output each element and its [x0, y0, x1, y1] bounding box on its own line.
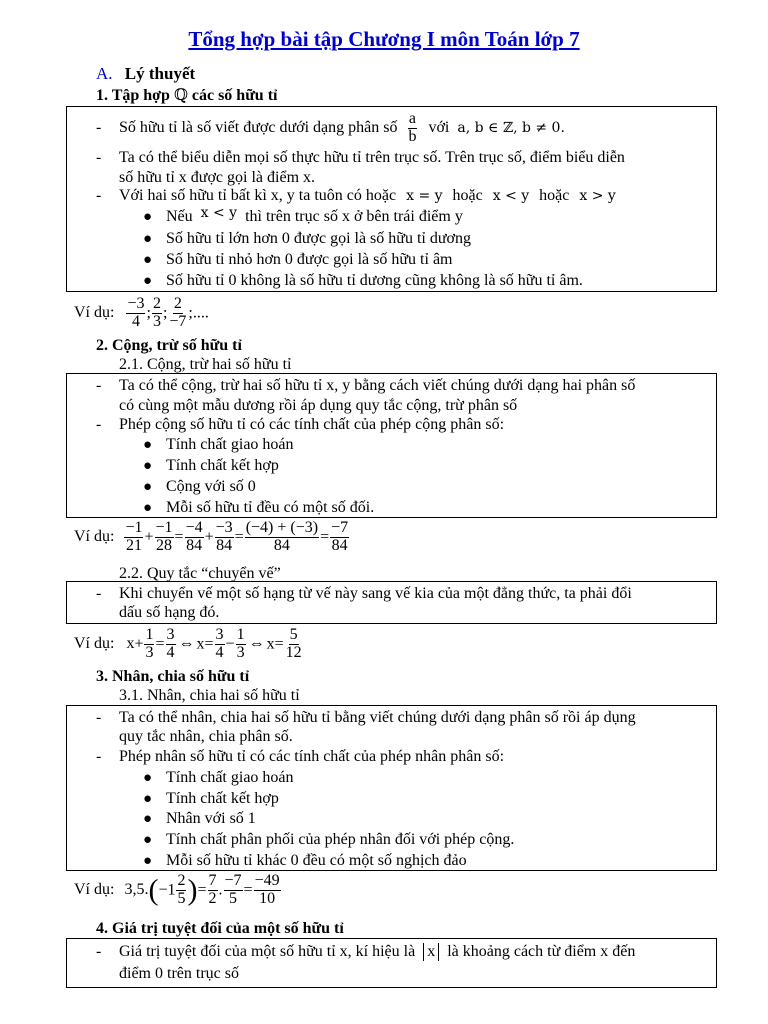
numerator: −4 — [185, 519, 203, 536]
fraction — [144, 627, 154, 662]
denominator: 4 — [215, 643, 224, 661]
bullet-dot: ● — [143, 832, 153, 848]
property-associative: Tính chất kết hợp — [166, 790, 279, 807]
denominator: 84 — [331, 536, 348, 554]
section-1-heading-post: các số hữu tỉ — [187, 87, 278, 104]
fraction — [254, 873, 281, 908]
bullet-dot: ● — [143, 252, 153, 268]
denominator: 12 — [285, 643, 302, 661]
example-label: Ví dụ: — [74, 881, 115, 899]
numerator: −1 — [155, 519, 173, 536]
transposition-rule-text-cont: dấu số hạng đó. — [119, 604, 220, 621]
numerator: 2 — [177, 872, 186, 889]
variable-x: x — [126, 635, 135, 653]
absolute-value-text: Giá trị tuyệt đối của một số hữu tỉ x, kí hiệu là — [119, 943, 416, 960]
bullet-zero: Số hữu tỉ 0 không là số hữu tỉ dương cũng không là số hữu tỉ âm. — [166, 272, 583, 289]
multiplication-properties-intro: Phép nhân số hữu tỉ có các tính chất của phép nhân phân số: — [119, 748, 505, 765]
numerator: −3 — [215, 519, 233, 536]
bullet-dot: ● — [143, 479, 153, 495]
numerator: 1 — [145, 626, 154, 643]
fraction — [176, 873, 186, 908]
fraction — [155, 520, 174, 555]
bullet-dot: ● — [143, 209, 153, 225]
numerator: −1 — [125, 519, 143, 536]
comparison-line — [119, 187, 616, 205]
subsection-2-1-heading: 2.1. Cộng, trừ hai số hữu tỉ — [119, 356, 292, 373]
dash-bullet: - — [96, 709, 102, 726]
bullet-dot: ● — [143, 853, 153, 869]
relation-greater: x > y — [579, 188, 616, 204]
subsection-3-1-heading: 3.1. Nhân, chia hai số hữu tỉ — [119, 687, 300, 704]
addition-properties-intro: Phép cộng số hữu tỉ có các tính chất của phép cộng phân số: — [119, 416, 505, 433]
if-word: Nếu — [166, 208, 193, 225]
fraction — [185, 520, 204, 555]
section-1-heading-pre: 1. Tập hợp — [96, 87, 174, 104]
fraction — [124, 520, 143, 555]
bullet-dot: ● — [143, 770, 153, 786]
property-associative: Tính chất kết hợp — [166, 457, 279, 474]
fraction — [215, 520, 234, 555]
condition-text: a, b ∈ ℤ, b ≠ 0. — [457, 120, 565, 137]
number-line-text: Ta có thể biểu diễn mọi số thực hữu tỉ trên trục số. Trên trục số, điểm biểu diễn — [119, 149, 625, 166]
bullet-dot: ● — [143, 458, 153, 474]
dash-bullet: - — [96, 748, 102, 765]
property-multiply-one: Nhân với số 1 — [166, 810, 256, 827]
denominator: 2 — [208, 889, 217, 907]
dash-bullet: - — [96, 377, 102, 394]
section-a-label: Lý thuyết — [124, 64, 196, 83]
numerator: −7 — [224, 872, 242, 889]
fraction — [330, 520, 349, 555]
denominator: 21 — [125, 536, 142, 554]
absolute-value-text-cont: điểm 0 trên trục số — [119, 965, 239, 982]
dash-bullet: - — [96, 943, 102, 960]
or-word: hoặc — [539, 187, 570, 204]
numerator: 3 — [215, 626, 224, 643]
example-label: Ví dụ: — [74, 528, 115, 546]
absolute-value-line — [119, 943, 635, 961]
relation-equal: x = y — [406, 188, 443, 204]
fraction — [224, 873, 243, 908]
comparison-text: Với hai số hữu tỉ bất kì x, y ta tuôn có hoặc — [119, 187, 397, 204]
section-3-heading: 3. Nhân, chia số hữu tỉ — [96, 668, 250, 685]
fraction — [245, 520, 319, 555]
numerator: 7 — [208, 872, 217, 889]
denominator: 84 — [273, 536, 290, 554]
property-distributive: Tính chất phân phối của phép nhân đối với phép cộng. — [166, 831, 515, 848]
fraction — [215, 627, 225, 662]
dash-bullet: - — [96, 149, 102, 166]
denominator: 5 — [177, 889, 186, 907]
rational-set-symbol: ℚ — [173, 87, 188, 104]
multiplication-rule-text: Ta có thể nhân, chia hai số hữu tỉ bằng viết chúng dưới dạng phân số rồi áp dụng — [119, 709, 636, 726]
denominator: 3 — [145, 643, 154, 661]
addition-rule-text-cont: có cùng một mẫu dương rồi áp dụng quy tắc cộng, trừ phân số — [119, 397, 518, 414]
fraction — [152, 296, 162, 331]
bullet-dot: ● — [143, 500, 153, 516]
dash-bullet: - — [96, 585, 102, 602]
denominator: −7 — [169, 312, 187, 330]
variable-x: x — [266, 635, 275, 653]
ellipsis: ;.... — [188, 304, 209, 322]
property-commutative: Tính chất giao hoán — [166, 769, 294, 786]
section-2-heading: 2. Cộng, trừ số hữu tỉ — [96, 337, 242, 354]
absolute-value-symbol: x — [423, 943, 439, 961]
numerator: 1 — [236, 626, 245, 643]
dash-bullet: - — [96, 187, 102, 204]
section-a-heading — [96, 64, 195, 84]
example-label: Ví dụ: — [74, 304, 115, 322]
property-add-zero: Cộng với số 0 — [166, 478, 256, 495]
definition-text: Số hữu tỉ là số viết được dưới dạng phân số — [119, 119, 398, 137]
numerator: a — [408, 110, 417, 127]
denominator: 28 — [156, 536, 173, 554]
relation-less: x < y — [200, 205, 238, 221]
relation-less: x < y — [492, 188, 530, 204]
fraction — [236, 627, 246, 662]
denominator: 3 — [152, 312, 161, 330]
bullet-negative: Số hữu tỉ nhỏ hơn 0 được gọi là số hữu tỉ âm — [166, 251, 453, 268]
fraction — [208, 873, 218, 908]
with-word: với — [428, 119, 450, 137]
variable-x: x — [196, 635, 205, 653]
dash-bullet: - — [96, 119, 102, 136]
bullet-less-than — [166, 205, 463, 226]
example-transposition: Ví dụ: x+ $\frac{1}{3}$ = $\frac{3}{4}$ ⇔ x= $\frac{3}{4}$ − $\frac{1}{3}$ ⇔ x= $\frac{5}{12}$ — [74, 626, 302, 661]
denominator: 4 — [131, 312, 140, 330]
bullet-dot: ● — [143, 231, 153, 247]
denominator: 84 — [186, 536, 203, 554]
numerator: 2 — [173, 295, 182, 312]
numerator: 5 — [289, 626, 298, 643]
bullet-dot: ● — [143, 273, 153, 289]
numerator: (−4) + (−3) — [245, 519, 319, 536]
denominator: b — [408, 127, 417, 145]
denominator: 5 — [229, 889, 238, 907]
factor-three-point-five: 3,5. — [124, 881, 149, 899]
example-label: Ví dụ: — [74, 635, 115, 653]
bullet-positive: Số hữu tỉ lớn hơn 0 được gọi là số hữu tỉ dương — [166, 230, 471, 247]
definition-line — [119, 111, 565, 146]
numerator: 2 — [152, 295, 161, 312]
subsection-2-2-heading: 2.2. Quy tắc “chuyển vế” — [119, 565, 281, 582]
section-a-letter: A. — [96, 64, 113, 83]
fraction — [166, 627, 176, 662]
denominator: 3 — [236, 643, 245, 661]
section-4-heading: 4. Giá trị tuyệt đối của một số hữu tỉ — [96, 920, 344, 937]
numerator: 3 — [166, 626, 175, 643]
fraction — [126, 296, 145, 331]
absolute-value-text-post: là khoảng cách từ điểm x đến — [447, 943, 636, 960]
bullet-dot: ● — [143, 791, 153, 807]
example-addition: Ví dụ: $\frac{-1}{21}$ + $\frac{-1}{28}$ = $\frac{-4}{84}$ + $\frac{-3}{84}$ = $\frac{(-4) + (-3)}{84}$ = $\frac{-7}{84}$ — [74, 519, 349, 554]
numerator: −3 — [127, 295, 145, 312]
denominator: 84 — [216, 536, 233, 554]
denominator: 10 — [259, 889, 276, 907]
page-title: Tổng hợp bài tập Chương I môn Toán lớp 7 — [188, 27, 580, 51]
fraction-a-over-b — [407, 111, 417, 146]
numerator: −49 — [254, 872, 280, 889]
fraction — [285, 627, 303, 662]
bullet-dot: ● — [143, 811, 153, 827]
dash-bullet: - — [96, 416, 102, 433]
property-commutative: Tính chất giao hoán — [166, 436, 294, 453]
transposition-rule-text: Khi chuyển vế một số hạng từ vế này sang vế kia của một đẳng thức, ta phải đổi — [119, 585, 632, 602]
example-multiplication: Ví dụ: 3,5.(−1 $\frac{2}{5}$ )= $\frac{7}{2}$ . $\frac{-7}{5}$ = $\frac{-49}{10}$ — [74, 872, 280, 907]
bullet-dot: ● — [143, 437, 153, 453]
example-rational: Ví dụ: $\frac{-3}{4}$ ; $\frac{2}{3}$ ; $\frac{2}{-7}$ ;.... — [74, 295, 209, 330]
number-line-text-cont: số hữu tỉ x được gọi là điểm x. — [119, 169, 316, 186]
or-word: hoặc — [452, 187, 483, 204]
property-reciprocal: Mỗi số hữu tỉ khác 0 đều có một số nghịch đảo — [166, 852, 467, 869]
bullet-text: thì trên trục số x ở bên trái điểm y — [245, 208, 463, 225]
denominator: 4 — [166, 643, 175, 661]
fraction — [168, 296, 187, 331]
addition-rule-text: Ta có thể cộng, trừ hai số hữu tỉ x, y bằng cách viết chúng dưới dạng hai phân số — [119, 377, 636, 394]
section-1-heading — [96, 85, 277, 105]
property-opposite: Mỗi số hữu tỉ đều có một số đối. — [166, 499, 375, 516]
mixed-whole-part: −1 — [158, 881, 176, 899]
multiplication-rule-text-cont: quy tắc nhân, chia phân số. — [119, 728, 293, 745]
numerator: −7 — [331, 519, 349, 536]
